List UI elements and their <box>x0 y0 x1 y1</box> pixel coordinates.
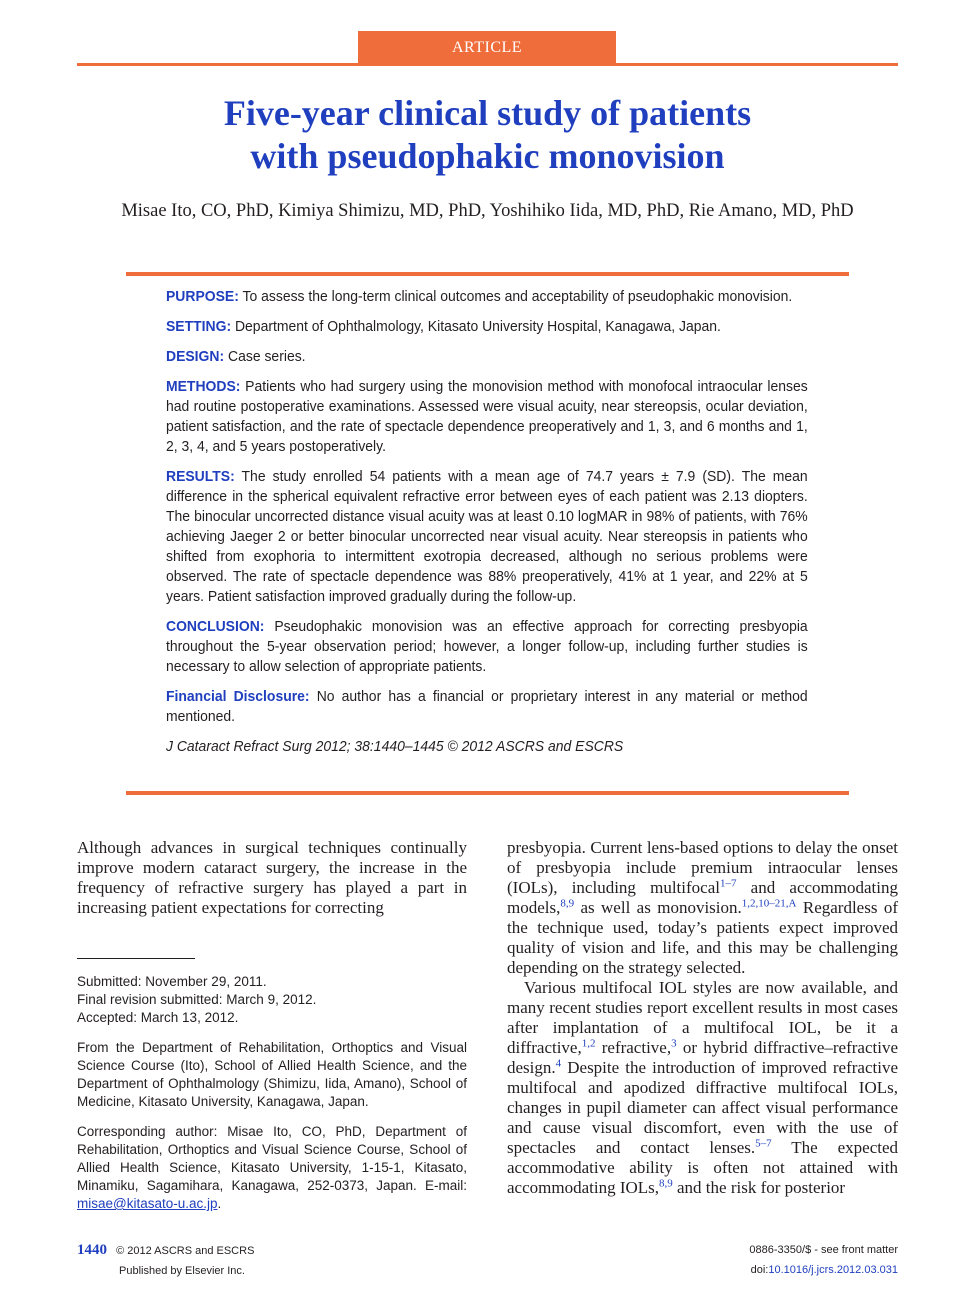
design-label: DESIGN: <box>166 348 225 365</box>
footnotes <box>77 973 467 1225</box>
doi-link[interactable]: 10.1016/j.jcrs.2012.03.031 <box>768 1264 898 1276</box>
reference-link[interactable]: 5–7 <box>755 1137 772 1150</box>
abstract-purpose <box>166 287 808 307</box>
email-period: . <box>217 1196 222 1211</box>
page-number: 1440 <box>77 1242 107 1258</box>
p2-text-a: Various multifocal IOL styles are now available, and many recent studies report excellent results in most cases after implantation of a multifocal IOL, be it a diffractive, <box>507 978 898 1057</box>
setting-text: Department of Ophthalmology, Kitasato University Hospital, Kanagawa, Japan. <box>234 318 721 335</box>
footer-issn: 0886-3350/$ - see front matter <box>749 1244 898 1256</box>
p2-text-e: The expected accommodative ability is often not attained with accommodating IOLs, <box>507 1138 899 1197</box>
methods-label: METHODS: <box>166 378 241 395</box>
purpose-text: To assess the long-term clinical outcomes and acceptability of pseudophakic monovision. <box>242 288 793 305</box>
reference-link[interactable]: 8,9 <box>560 897 575 910</box>
submitted-date: Submitted: November 29, 2011. <box>77 974 267 989</box>
body-column-right <box>507 838 898 1198</box>
conclusion-label: CONCLUSION: <box>166 618 265 635</box>
p2-text-b: refractive, <box>595 1038 672 1057</box>
reference-link[interactable]: 8,9 <box>659 1177 673 1190</box>
footer-publisher: Published by Elsevier Inc. <box>119 1265 245 1277</box>
p1-text-c: as well as monovision. <box>574 898 742 917</box>
reference-link[interactable]: 1,2,10–21,A <box>741 897 797 910</box>
reference-link[interactable]: 1,2 <box>581 1037 596 1050</box>
disclosure-text: No author has a financial or proprietary interest in any material or method mentioned. <box>166 688 808 725</box>
results-text: The study enrolled 54 patients with a mean age of 74.7 years ± 7.9 (SD). The mean difference in the spherical equivalent refractive error between eyes of each patient was 2.13 diopters. The binocular uncorrected distance visual acuity was at least 0.10 logMAR in 98% of patients, with 76% achieving Jaeger 2 or better binocular uncorrected near visual acuity. Near stereopsis in patients who shifted from exophoria to intermittent exotropia decreased, although no serious problems were observed. The rate of spectacle dependence was 88% preoperatively, 41% at 1 year, and 22% at 5 years. Patient satisfaction improved gradually during the follow-up. <box>166 468 808 605</box>
reference-link[interactable]: 3 <box>671 1037 677 1050</box>
intro-paragraph: Although advances in surgical techniques continually improve modern cataract surgery, the increase in the frequency of refractive surgery has played a part in increasing patient expectations for correcting <box>77 838 467 917</box>
footer-copyright: © 2012 ASCRS and ESCRS <box>116 1245 255 1257</box>
submission-dates <box>77 973 467 1027</box>
abstract-disclosure <box>166 687 808 727</box>
abstract <box>166 287 808 767</box>
footer-right <box>598 1240 898 1280</box>
footer-left <box>77 1240 254 1281</box>
section-label: ARTICLE <box>358 31 616 65</box>
purpose-label: PURPOSE: <box>166 288 239 305</box>
journal-citation: J Cataract Refract Surg 2012; 38:1440–1445 © 2012 ASCRS and ESCRS <box>166 738 624 755</box>
body-paragraph-1 <box>507 838 898 978</box>
setting-label: SETTING: <box>166 318 232 335</box>
p2-text-f: and the risk for posterior <box>672 1178 846 1197</box>
author-list: Misae Ito, CO, PhD, Kimiya Shimizu, MD, PhD, Yoshihiko Iida, MD, PhD, Rie Amano, MD, PhD <box>121 201 854 221</box>
doi-prefix: doi: <box>750 1264 769 1276</box>
abstract-rule-top <box>126 272 849 276</box>
p2-text-c: or hybrid diffractive–refractive design. <box>507 1038 898 1077</box>
email-link[interactable]: misae@kitasato-u.ac.jp <box>77 1196 218 1211</box>
p2-text-d: Despite the introduction of improved refractive multifocal and apodized diffractive multifocal IOLs, changes in pupil diameter can affect visual performance and cause visual discomfort, even with the use of spectacles and contact lenses. <box>507 1058 898 1157</box>
corresponding-author-note <box>77 1123 467 1213</box>
abstract-rule-bottom <box>126 791 849 795</box>
article-title <box>77 92 898 178</box>
abstract-setting <box>166 317 808 337</box>
p1-text-d: Regardless of the technique used, today’s patients expect improved quality of vision and life, and this may be challenging depending on the strategy selected. <box>507 898 898 977</box>
abstract-conclusion <box>166 617 808 677</box>
footnote-rule <box>77 958 195 959</box>
conclusion-text: Pseudophakic monovision was an effective approach for correcting presbyopia throughout the 5-year observation period; however, a longer follow-up, including further studies is necessary to allow selection of appropriate patients. <box>166 618 808 675</box>
methods-text: Patients who had surgery using the monovision method with monofocal intraocular lenses had routine postoperative examinations. Assessed were visual acuity, near stereopsis, ocular deviation, patient satisfaction, and the rate of spectacle dependence preoperatively and 1, 3, and 6 months and 1, 2, 3, 4, and 5 years postoperatively. <box>166 378 808 455</box>
title-line-1: Five-year clinical study of patients <box>223 93 752 133</box>
final-revision-date: Final revision submitted: March 9, 2012. <box>77 992 317 1007</box>
abstract-results <box>166 467 808 607</box>
p1-text-a: presbyopia. Current lens-based options to delay the onset of presbyopia include premium intraocular lenses (IOLs), including multifocal <box>507 838 898 897</box>
title-line-2: with pseudophakic monovision <box>250 136 725 176</box>
disclosure-label: Financial Disclosure: <box>166 688 310 705</box>
results-label: RESULTS: <box>166 468 235 485</box>
corresponding-text: Corresponding author: Misae Ito, CO, PhD, Department of Rehabilitation, Orthoptics and Visual Science Course, School of Allied Health Science, Kitasato University, 1-15-1, Kitasato, Minamiku, Sagamihara, Kanagawa, 252-0373, Japan. E-mail: <box>77 1124 467 1193</box>
p1-text-b: and accommodating models, <box>507 878 898 917</box>
header-rule <box>77 63 898 66</box>
abstract-design <box>166 347 808 367</box>
affiliation-note: From the Department of Rehabilitation, Orthoptics and Visual Science Course (Ito), School of Allied Health Science, and the Department of Ophthalmology (Shimizu, Iida, Amano), School of Medicine, Kitasato University, Kanagawa, Japan. <box>77 1040 467 1109</box>
body-column-left <box>77 838 467 918</box>
body-paragraph-2 <box>507 978 898 1198</box>
abstract-methods <box>166 377 808 457</box>
reference-link[interactable]: 4 <box>555 1057 562 1070</box>
accepted-date: Accepted: March 13, 2012. <box>77 1010 239 1025</box>
reference-link[interactable]: 1–7 <box>719 877 737 890</box>
design-text: Case series. <box>228 348 306 365</box>
